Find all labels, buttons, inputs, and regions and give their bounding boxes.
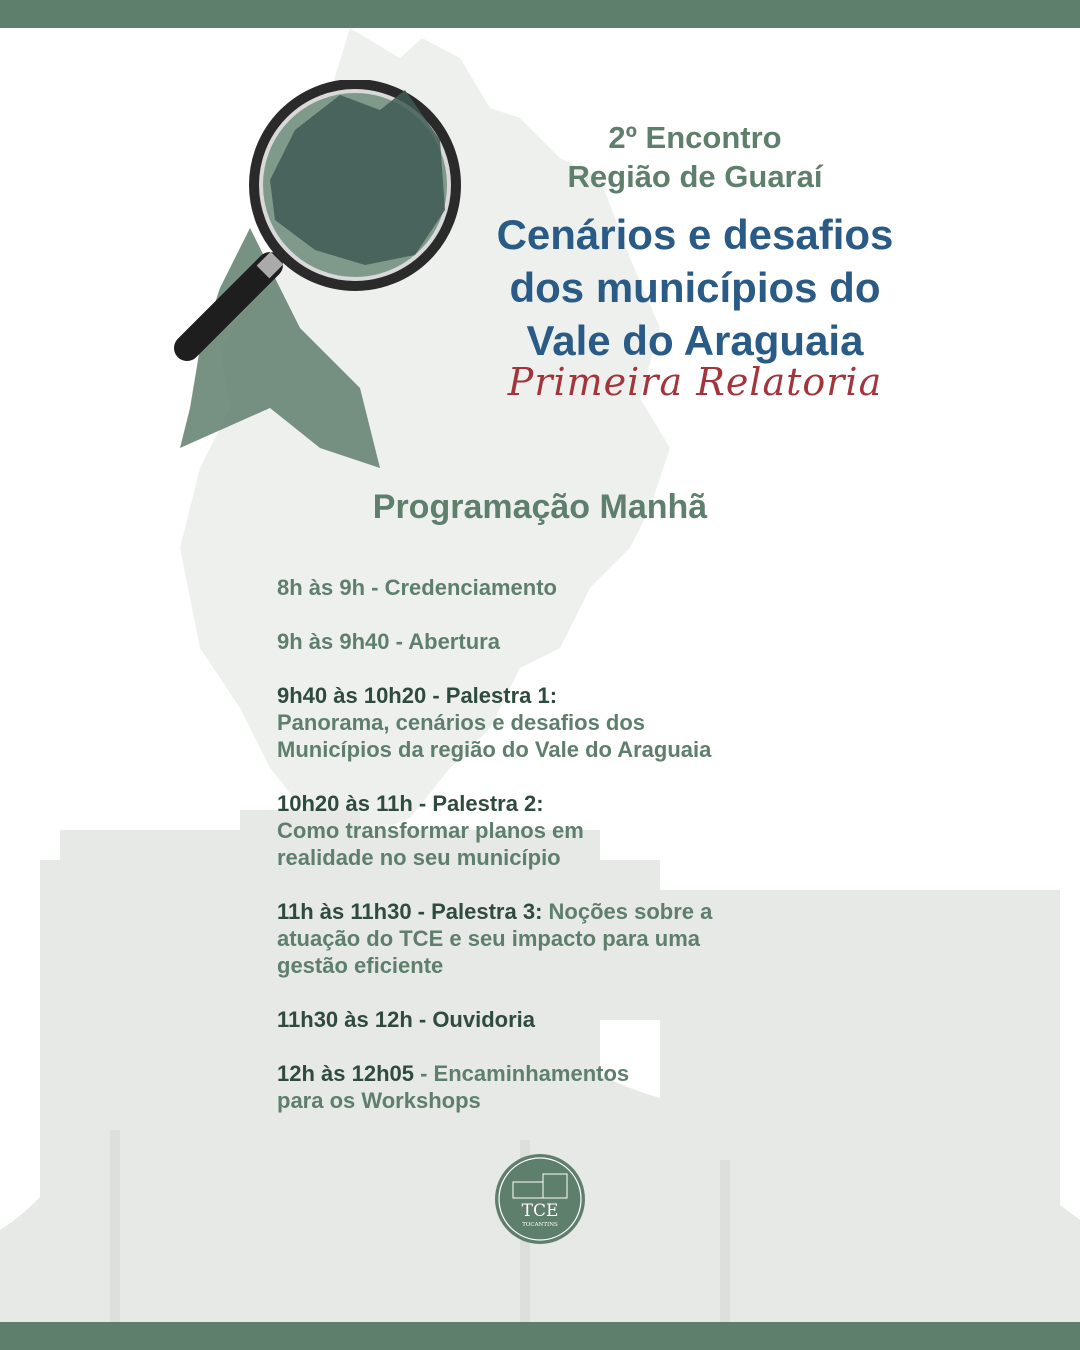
schedule-item [277, 682, 837, 763]
schedule-desc: gestão eficiente [277, 953, 444, 978]
tce-logo [493, 1152, 587, 1246]
top-bar [0, 0, 1080, 28]
schedule-item [277, 574, 837, 601]
schedule-item [277, 898, 837, 979]
section-title: Programação Manhã [372, 488, 708, 526]
region-line: Região de Guaraí [567, 159, 823, 194]
schedule-desc: atuação do TCE e seu impacto para uma [277, 926, 701, 951]
event-name [470, 118, 920, 196]
schedule-item [277, 628, 837, 655]
schedule-time: 10h20 às 11h - Palestra 2: [277, 791, 544, 816]
schedule-time: 9h40 às 10h20 - Palestra 1: [277, 683, 558, 708]
title-line-2: dos municípios do [509, 264, 881, 311]
schedule-time: 12h às 12h05 [277, 1061, 414, 1086]
schedule-desc: - Encaminhamentos [420, 1061, 630, 1086]
schedule-desc: Como transformar planos em [277, 818, 584, 843]
subtitle: Primeira Relatoria [507, 360, 883, 404]
schedule-desc: realidade no seu município [277, 845, 561, 870]
schedule-item [277, 1006, 837, 1033]
title-line-3: Vale do Araguaia [526, 317, 864, 364]
schedule-time: 8h às 9h - Credenciamento [277, 575, 557, 600]
page-title [470, 208, 920, 367]
logo-subtext: TOCANTINS [522, 1222, 558, 1228]
bottom-bar [0, 1322, 1080, 1350]
title-line-1: Cenários e desafios [496, 211, 894, 258]
magnifying-glass-icon [165, 80, 485, 380]
schedule-desc: Municípios da região do Vale do Araguaia [277, 737, 712, 762]
schedule-desc: Panorama, cenários e desafios dos [277, 710, 646, 735]
schedule-item [277, 1060, 837, 1114]
encontro-line: 2º Encontro [608, 120, 782, 155]
schedule-desc: Noções sobre a [548, 899, 713, 924]
schedule-time: 11h30 às 12h - Ouvidoria [277, 1007, 536, 1032]
schedule-list [277, 574, 837, 1141]
logo-text: TCE [521, 1201, 559, 1221]
schedule-time: 11h às 11h30 - Palestra 3: [277, 899, 543, 924]
schedule-time: 9h às 9h40 - Abertura [277, 629, 500, 654]
schedule-item [277, 790, 837, 871]
schedule-desc: para os Workshops [277, 1088, 481, 1113]
